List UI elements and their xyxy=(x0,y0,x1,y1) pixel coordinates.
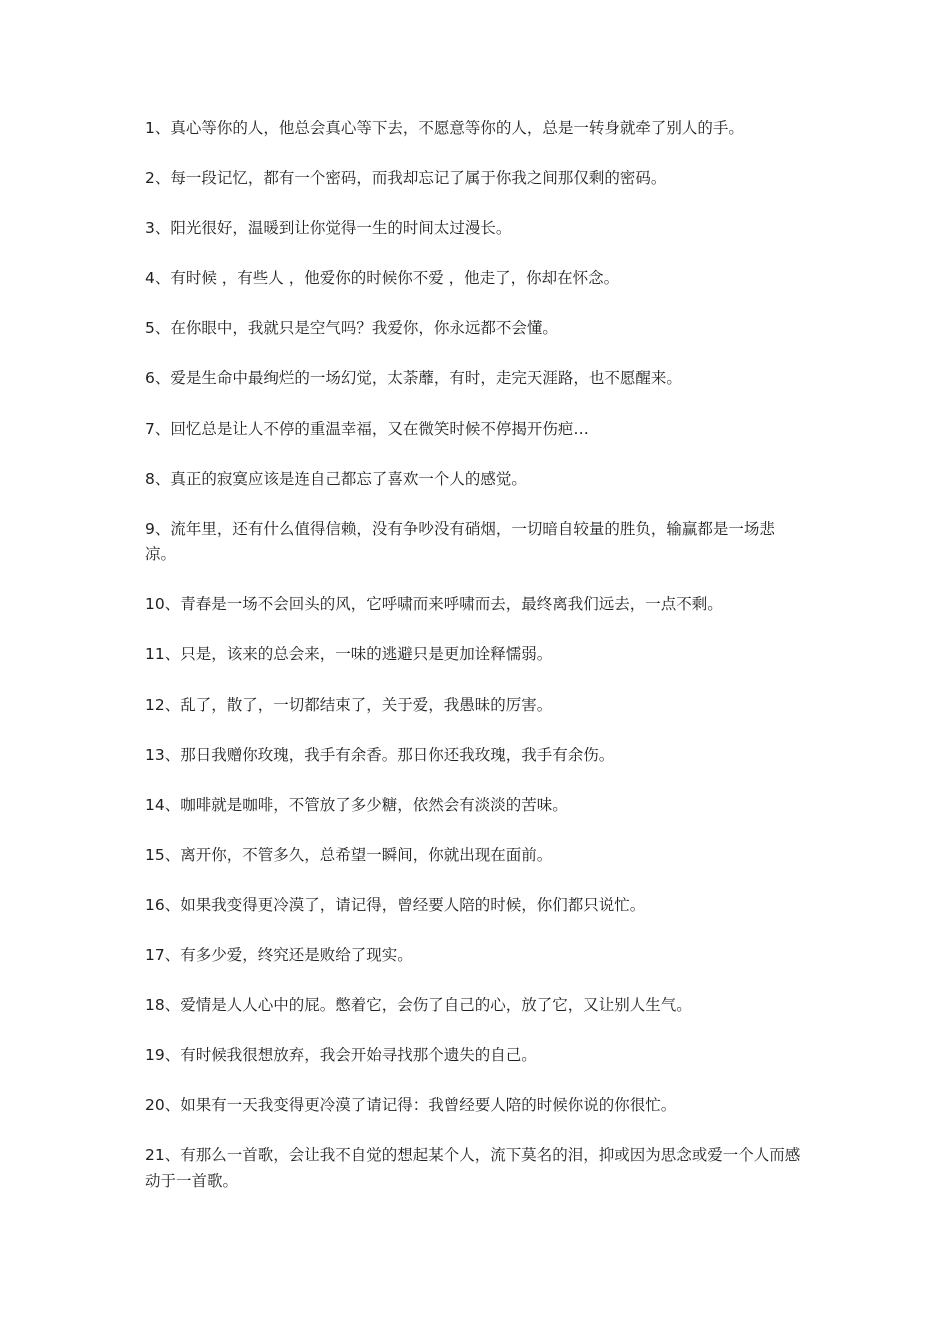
list-item: 21、有那么一首歌，会让我不自觉的想起某个人，流下莫名的泪，抑或因为思念或爱一个人而感动于一首歌。 xyxy=(145,1146,801,1190)
list-item: 20、如果有一天我变得更冷漠了请记得：我曾经要人陪的时候你说的你很忙。 xyxy=(145,1096,677,1115)
list-item: 4、有时候 ，有些人 ，他爱你的时候你不爱 ，他走了，你却在怀念。 xyxy=(145,269,620,288)
list-item: 6、爱是生命中最绚烂的一场幻觉，太荼蘼，有时，走完天涯路，也不愿醒来。 xyxy=(145,369,682,388)
list-item: 13、那日我赠你玫瑰，我手有余香。那日你还我玫瑰，我手有余伤。 xyxy=(145,745,615,764)
list-item: 8、真正的寂寞应该是连自己都忘了喜欢一个人的感觉。 xyxy=(145,469,527,488)
list-item: 19、有时候我很想放弃，我会开始寻找那个遗失的自己。 xyxy=(145,1046,537,1065)
list-item: 9、流年里，还有什么值得信赖，没有争吵没有硝烟，一切暗自较量的胜负，输赢都是一场悲凉。 xyxy=(145,519,775,564)
list-item: 5、在你眼中，我就只是空气吗？我爱你，你永远都不会懂。 xyxy=(145,319,558,338)
list-item: 10、青春是一场不会回头的风，它呼啸而来呼啸而去，最终离我们远去，一点不剩。 xyxy=(145,595,723,614)
list-item: 2、每一段记忆，都有一个密码，而我却忘记了属于你我之间那仅剩的密码。 xyxy=(145,169,667,188)
list-item: 16、如果我变得更冷漠了，请记得，曾经要人陪的时候，你们都只说忙。 xyxy=(145,895,646,914)
list-item: 12、乱了，散了，一切都结束了，关于爱，我愚昧的厉害。 xyxy=(145,695,553,714)
list-item: 15、离开你，不管多久，总希望一瞬间，你就出现在面前。 xyxy=(145,845,553,864)
list-item: 1、真心等你的人，他总会真心等下去，不愿意等你的人，总是一转身就牵了别人的手。 xyxy=(145,119,744,137)
list-item: 17、有多少爱，终究还是败给了现实。 xyxy=(145,946,413,964)
list-item: 3、阳光很好，温暖到让你觉得一生的时间太过漫长。 xyxy=(145,219,512,238)
list-item: 14、咖啡就是咖啡，不管放了多少糖，依然会有淡淡的苦味。 xyxy=(145,795,568,814)
list-item: 7、回忆总是让人不停的重温幸福，又在微笑时候不停揭开伤疤… xyxy=(145,419,589,438)
list-item: 18、爱情是人人心中的屁。憋着它，会伤了自己的心，放了它，又让别人生气。 xyxy=(145,996,692,1015)
quote-list xyxy=(145,116,805,1219)
list-item: 11、只是，该来的总会来，一味的逃避只是更加诠释懦弱。 xyxy=(145,645,553,664)
